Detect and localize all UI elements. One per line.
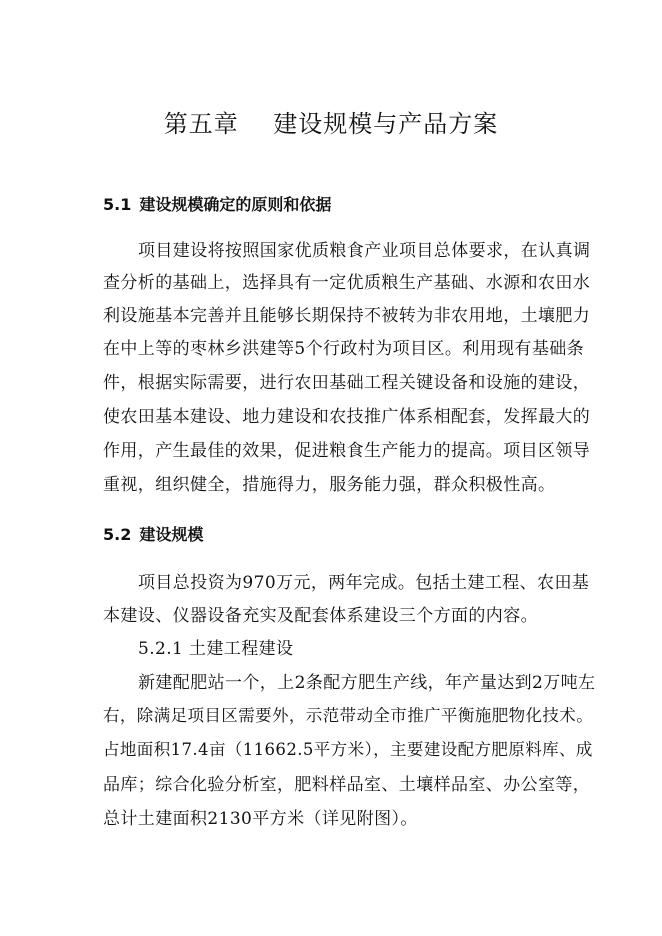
paragraph-line: 查分析的基础上，选择具有一定优质粮生产基础、水源和农田水 xyxy=(103,273,591,293)
subsection-heading-5-2-1: 5.2.1 土建工程建设 xyxy=(138,639,294,659)
paragraph-line: 使农田基本建设、地力建设和农技推广体系相配套，发挥最大的 xyxy=(103,407,591,427)
paragraph-line: 新建配肥站一个，上2条配方肥生产线，年产量达到2万吨左 xyxy=(138,673,596,693)
section-heading-5-2 xyxy=(103,522,203,545)
paragraph-line: 总计土建面积2130平方米（详见附图）。 xyxy=(103,809,418,829)
chapter-title: 第五章 建设规模与产品方案 xyxy=(163,110,499,138)
paragraph-line: 右，除满足项目区需要外，示范带动全市推广平衡施肥物化技术。 xyxy=(103,706,594,725)
paragraph-line: 作用，产生最佳的效果，促进粮食生产能力的提高。项目区领导 xyxy=(103,441,591,461)
paragraph-line: 利设施基本完善并且能够长期保持不被转为非农用地，土壤肥力 xyxy=(103,306,591,326)
paragraph-line: 项目建设将按照国家优质粮食产业项目总体要求，在认真调 xyxy=(138,241,591,261)
paragraph-line: 品库；综合化验分析室，肥料样品室、土壤样品室、办公室等， xyxy=(103,775,591,795)
paragraph-line: 本建设、仪器设备充实及配套体系建设三个方面的内容。 xyxy=(103,606,538,626)
section-title: 建设规模确定的原则和依据 xyxy=(139,195,332,214)
paragraph-line: 件，根据实际需要，进行农田基础工程关键设备和设施的建设， xyxy=(103,373,591,393)
paragraph-line: 在中上等的枣林乡洪建等5个行政村为项目区。利用现有基础条 xyxy=(103,339,585,359)
section-number: 5.2 xyxy=(103,525,132,544)
section-title: 建设规模 xyxy=(139,525,204,544)
paragraph-line: 占地面积17.4亩（11662.5平方米），主要建设配方肥原料库、成 xyxy=(103,740,593,759)
section-heading-5-1 xyxy=(103,192,331,215)
section-number: 5.1 xyxy=(103,195,132,214)
paragraph-line: 重视，组织健全，措施得力，服务能力强，群众积极性高。 xyxy=(103,475,556,495)
paragraph-line: 项目总投资为970万元，两年完成。包括土建工程、农田基 xyxy=(138,573,590,593)
